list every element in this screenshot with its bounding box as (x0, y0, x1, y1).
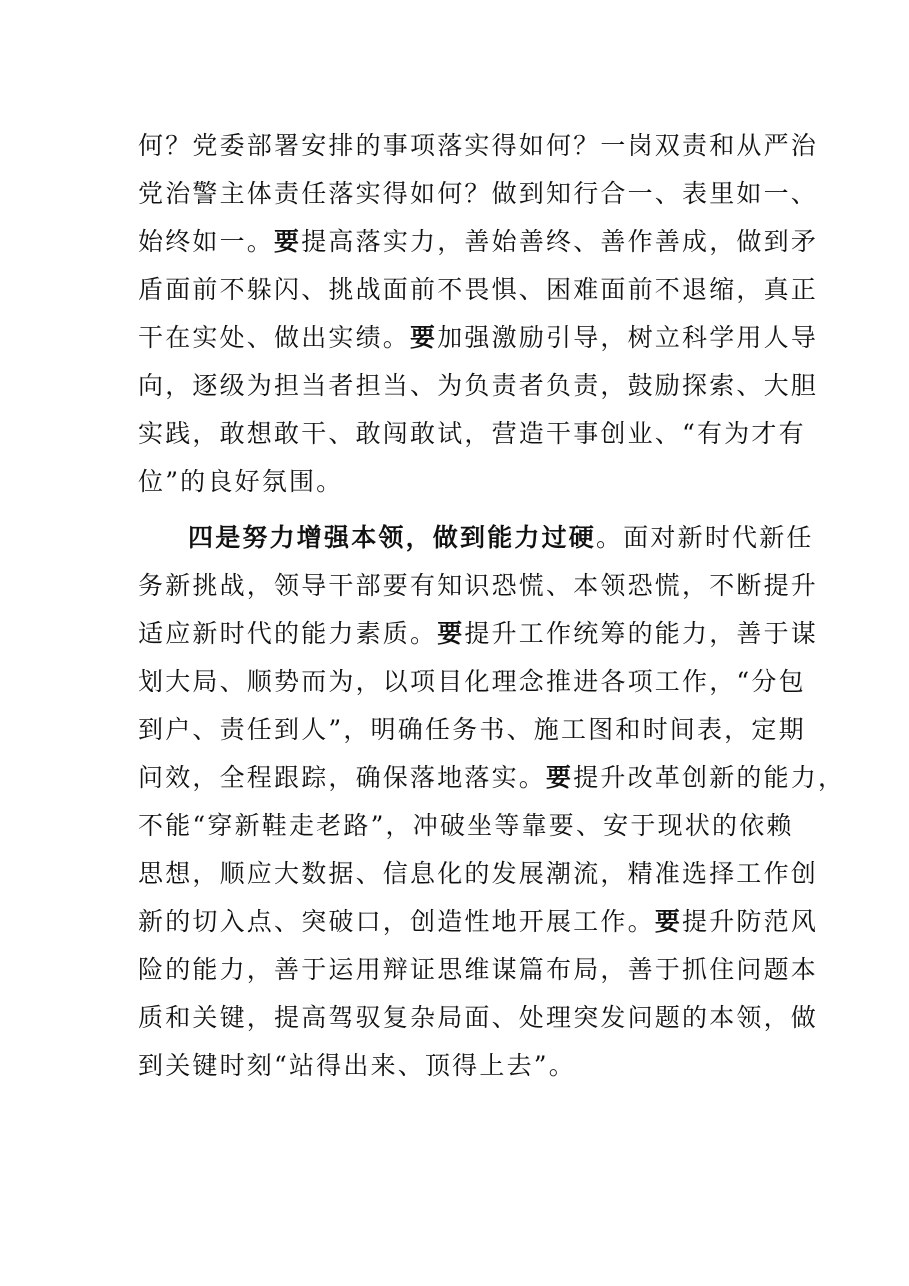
emphasis-yao: 要 (546, 763, 574, 792)
text-line: 到关键时刻“站得出来、顶得上去”。 (138, 1051, 576, 1080)
text-run: 干在实处、做出实绩。 (138, 323, 411, 352)
text-line (138, 218, 819, 266)
text-run: 加强激励引导，树立科学用人导 (437, 323, 819, 352)
text-line (138, 898, 819, 946)
emphasis-yao: 要 (410, 323, 438, 352)
text-line: 划大局、顺势而为，以项目化理念推进各项工作，“分包 (138, 667, 806, 696)
text-line (138, 514, 814, 562)
text-run: 新的切入点、突破口，创造性地开展工作。 (138, 907, 655, 936)
text-line: 盾面前不躲闪、挑战面前不畏惧、困难面前不退缩，真正 (138, 275, 819, 304)
text-line (138, 754, 846, 802)
text-line: 到户、责任到人”，明确任务书、施工图和时间表，定期 (138, 715, 806, 744)
paragraph-2 (138, 514, 846, 1090)
text-line (138, 610, 819, 658)
emphasis-yao: 要 (274, 227, 302, 256)
text-run: 提升防范风 (682, 907, 819, 936)
text-run: 提升工作统筹的能力，善于谋 (464, 619, 819, 648)
section-heading: 四是努力增强本领，做到能力过硬 (188, 523, 597, 552)
text-line: 实践，敢想敢干、敢闯敢试，营造干事创业、“有为才有 (138, 419, 806, 448)
text-line: 质和关键，提高驾驭复杂局面、处理突发问题的本领，做 (138, 1003, 819, 1032)
emphasis-yao: 要 (654, 907, 683, 936)
text-line: 党治警主体责任落实得如何？做到知行合一、表里如一、 (138, 179, 819, 208)
paragraph-1 (138, 122, 819, 506)
text-line (138, 314, 819, 362)
text-run: 适应新时代的能力素质。 (138, 619, 438, 648)
text-run: 始终如一。 (138, 227, 275, 256)
text-line: 险的能力，善于运用辩证思维谋篇布局，善于抓住问题本 (138, 955, 819, 984)
text-line: 思想，顺应大数据、信息化的发展潮流，精准选择工作创 (138, 859, 819, 888)
emphasis-yao: 要 (437, 619, 465, 648)
text-run: 。面对新时代新任 (596, 523, 814, 552)
text-run: 提高落实力，善始善终、善作善成，做到矛 (301, 227, 819, 256)
text-line: 向，逐级为担当者担当、为负责者负责，鼓励探索、大胆 (138, 371, 819, 400)
text-run: 问效，全程跟踪，确保落地落实。 (138, 763, 547, 792)
text-run: 提升改革创新的能力， (573, 763, 846, 792)
text-line: 何？党委部署安排的事项落实得如何？一岗双责和从严治 (138, 131, 819, 160)
text-line: 不能“穿新鞋走老路”，冲破坐等靠要、安于现状的依赖 (138, 811, 794, 840)
text-line: 务新挑战，领导干部要有知识恐慌、本领恐慌，不断提升 (138, 571, 819, 600)
text-line: 位”的良好氛围。 (138, 467, 344, 496)
